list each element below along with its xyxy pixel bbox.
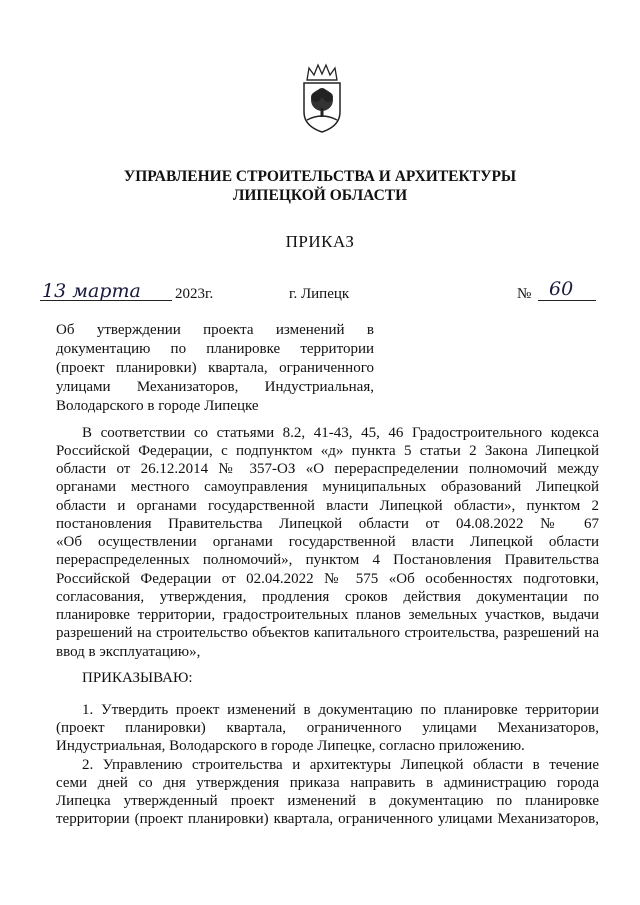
- preamble-line: «Об осуществлении органами государственной власти Липецкой области: [56, 534, 599, 550]
- subject-line: улицами Механизаторов, Индустриальная,: [56, 379, 374, 395]
- date-handwritten: 13 марта: [42, 280, 141, 302]
- number-handwritten: 60: [549, 278, 574, 300]
- item1-line: (проект планировки) квартала, ограниченного улицами Механизаторов,: [56, 720, 599, 736]
- preamble-line: постановления Правительства Липецкой области от 04.08.2022 № 67: [56, 516, 599, 532]
- coat-of-arms-emblem: [299, 62, 345, 134]
- city: г. Липецк: [289, 286, 350, 302]
- preamble-line: области от 26.12.2014 № 357-ОЗ «О перераспределении полномочий между: [56, 461, 599, 477]
- subject-line: Об утверждении проекта изменений в: [56, 322, 374, 338]
- preamble-line: разрешений на строительство объектов капитального строительства, разрешений на: [56, 625, 599, 641]
- date-year: 2023г.: [175, 286, 214, 302]
- preamble-line: области и органами государственной власти Липецкой области», пунктом 2: [56, 498, 599, 514]
- preamble-line: органами местного самоуправления муниципальных образований Липецкой: [56, 479, 599, 495]
- preamble-line: Российской Федерации от 02.04.2022 № 575 «Об особенностях подготовки,: [56, 571, 599, 587]
- document-title: ПРИКАЗ: [285, 232, 355, 251]
- preamble-line: перераспределенных полномочий», пунктом 4 Постановления Правительства: [56, 552, 599, 568]
- preamble-line: планировке территории, градостроительных планов земельных участков, выдачи: [56, 607, 599, 623]
- preamble-line: согласования, утверждения, продления сроков действия документации по: [56, 589, 599, 605]
- number-label: №: [517, 286, 532, 302]
- subject-line: документацию по планировке территории: [56, 341, 374, 357]
- item1-line: 1. Утвердить проект изменений в документацию по планировке территории: [82, 702, 599, 718]
- preamble-line: В соответствии со статьями 8.2, 41-43, 45, 46 Градостроительного кодекса: [82, 425, 599, 441]
- preamble-line: Российской Федерации, с подпунктом «д» пункта 5 статьи 2 Закона Липецкой: [56, 443, 599, 459]
- org-name-line1: УПРАВЛЕНИЕ СТРОИТЕЛЬСТВА И АРХИТЕКТУРЫ: [123, 168, 517, 185]
- item2-line: территории (проект планировки) квартала, ограниченного улицами Механизаторов,: [56, 811, 599, 827]
- subject-line: (проект планировки) квартала, ограниченного: [56, 360, 374, 376]
- order-heading: ПРИКАЗЫВАЮ:: [82, 670, 193, 686]
- subject-line: Володарского в городе Липецке: [56, 398, 259, 414]
- item2-line: 2. Управлению строительства и архитектуры Липецкой области в течение: [82, 757, 599, 773]
- item1-line: Индустриальная, Володарского в городе Липецке, согласно приложению.: [56, 738, 525, 754]
- item2-line: семи дней со дня утверждения приказа направить в администрацию города: [56, 775, 599, 791]
- preamble-line: ввод в эксплуатацию»,: [56, 644, 201, 660]
- org-name-line2: ЛИПЕЦКОЙ ОБЛАСТИ: [232, 187, 408, 204]
- item2-line: Липецка утвержденный проект изменений в документацию по планировке: [56, 793, 599, 809]
